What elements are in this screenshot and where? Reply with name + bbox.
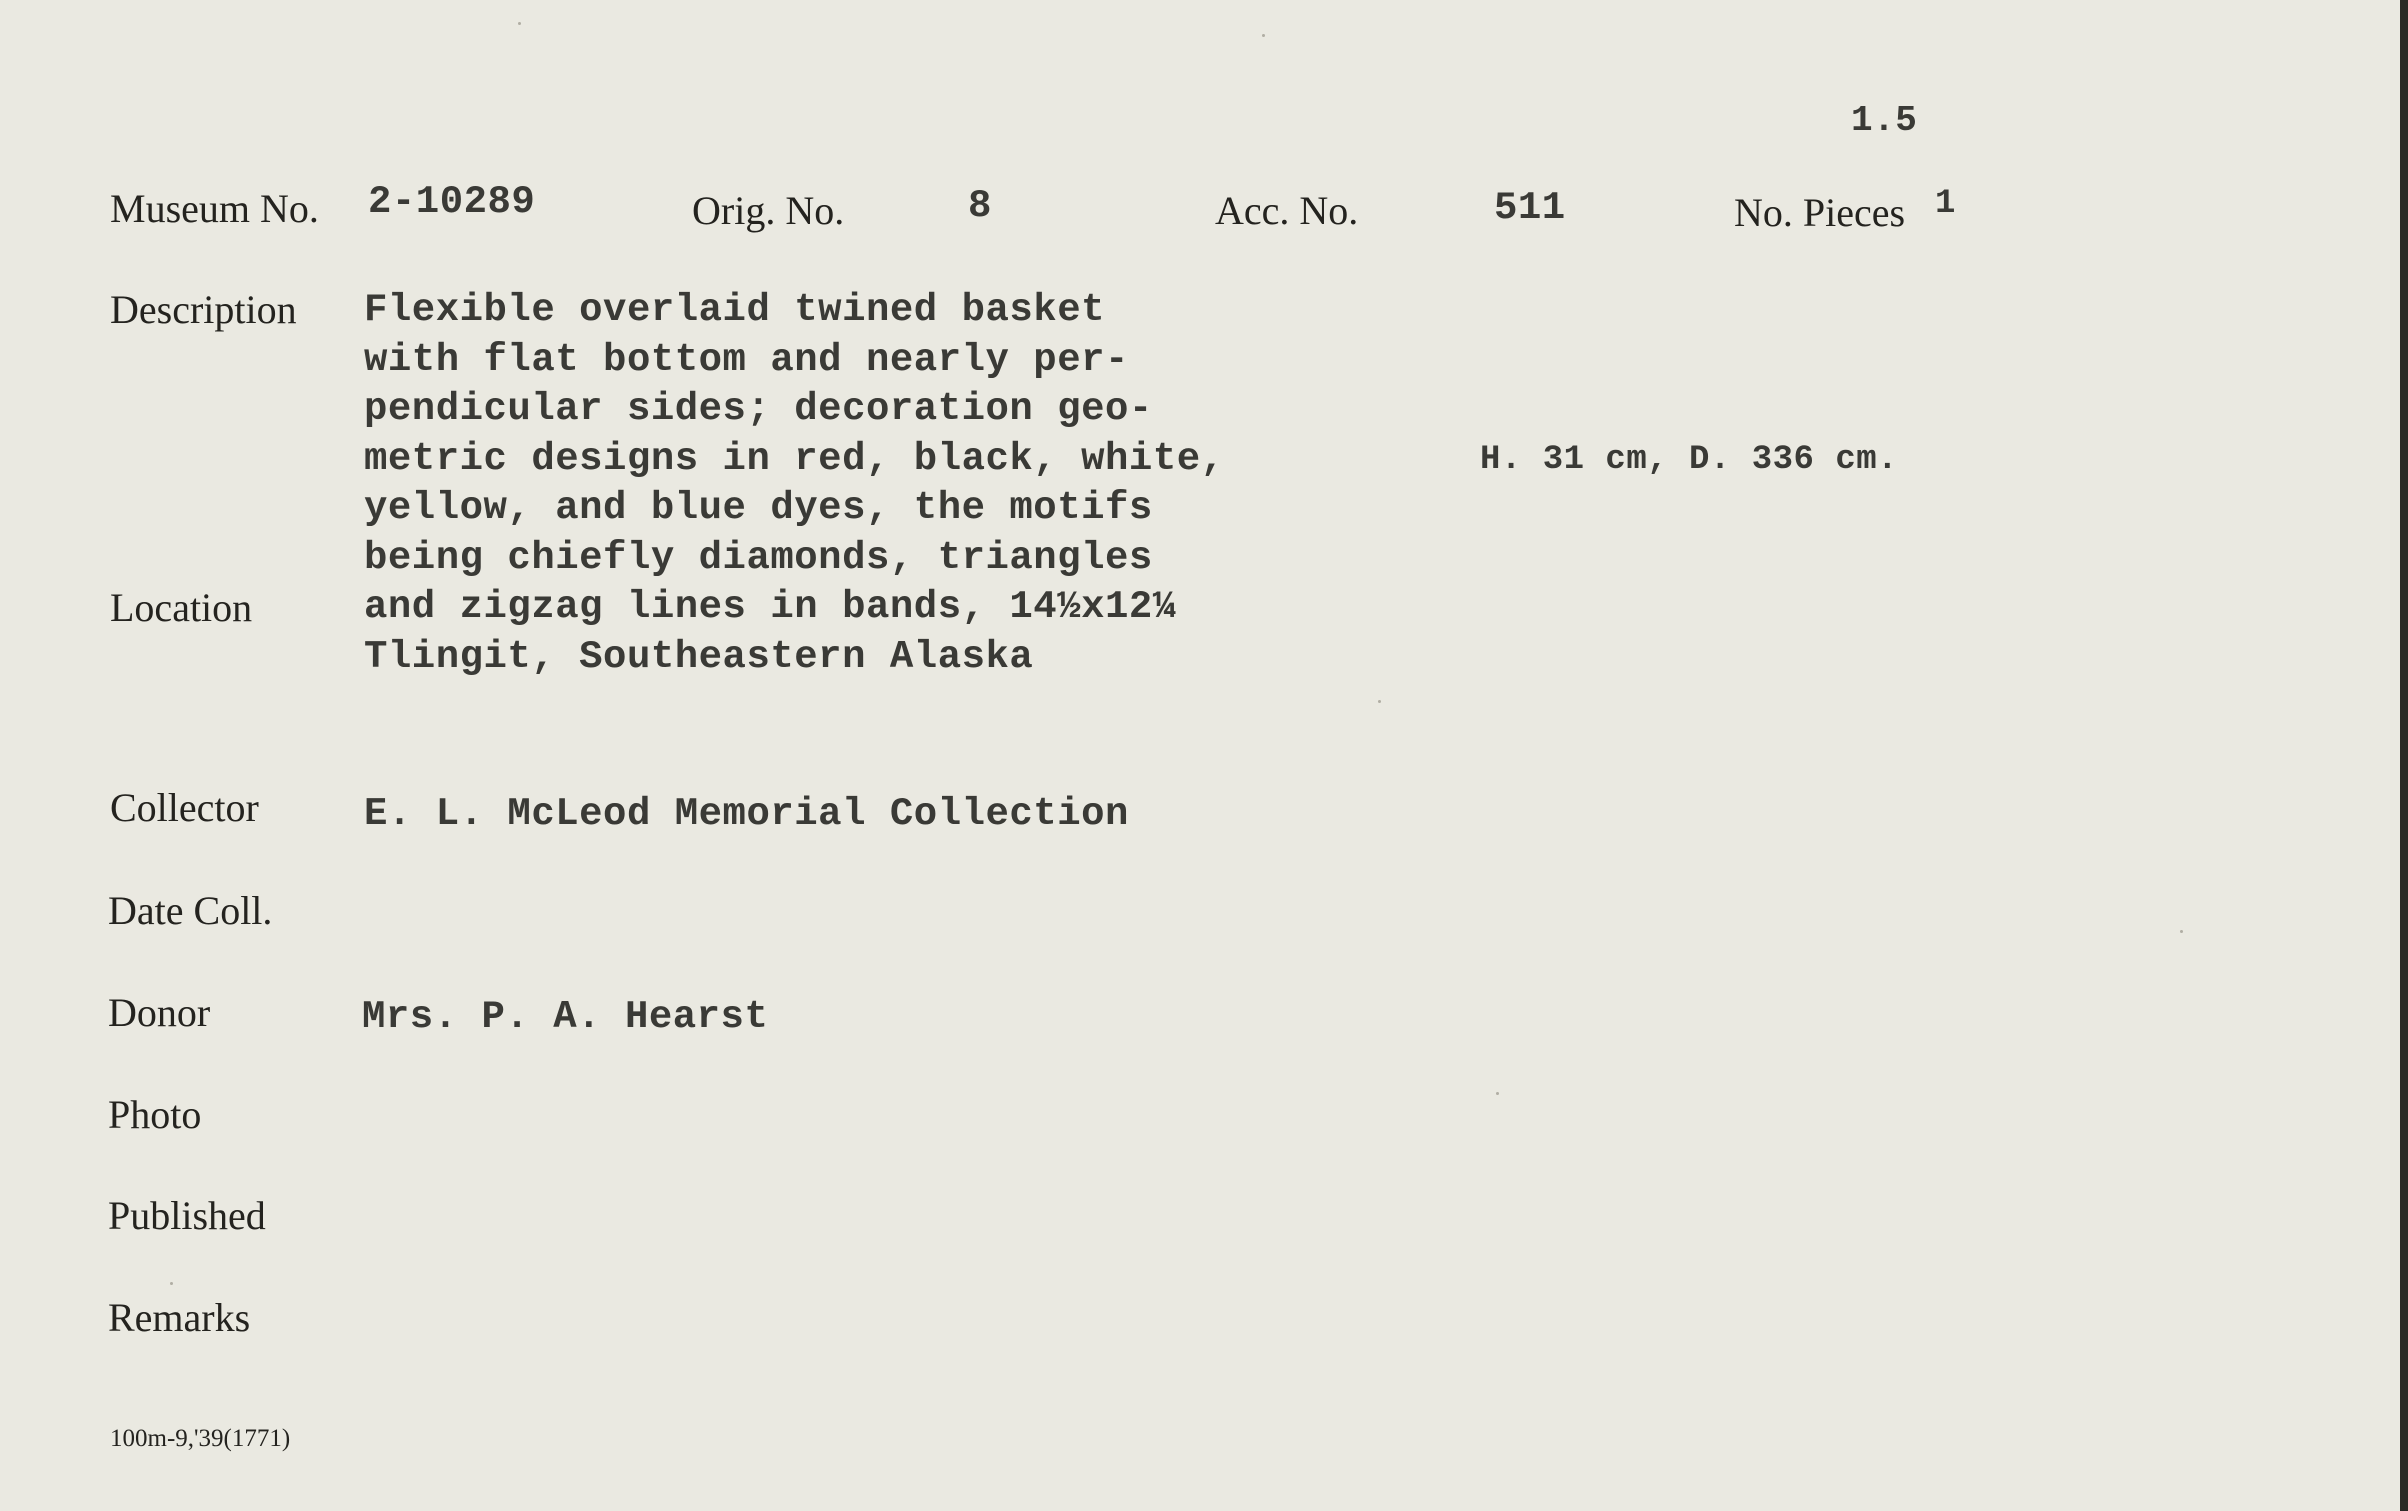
description-label: Description: [110, 287, 297, 332]
pieces-label: No. Pieces: [1734, 190, 1906, 235]
collector-label: Collector: [110, 785, 259, 830]
description-line: being chiefly diamonds, triangles: [364, 535, 1153, 580]
description-line: with flat bottom and nearly per-: [364, 337, 1129, 382]
pieces-value: 1: [1935, 185, 1956, 223]
museum-no-value: 2-10289: [368, 180, 536, 224]
description-line: Flexible overlaid twined basket: [364, 288, 1106, 332]
paper-speck: [170, 1282, 173, 1285]
acc-no-label: Acc. No.: [1215, 188, 1359, 233]
paper-speck: [2180, 930, 2183, 933]
description-text: [364, 286, 1225, 682]
acc-no-value: 511: [1494, 186, 1566, 230]
donor-value: Mrs. P. A. Hearst: [362, 995, 769, 1039]
photo-label: Photo: [108, 1092, 202, 1137]
description-line: yellow, and blue dyes, the motifs: [364, 486, 1153, 530]
date-coll-label: Date Coll.: [108, 888, 273, 933]
remarks-label: Remarks: [108, 1295, 251, 1340]
location-label: Location: [110, 585, 253, 630]
orig-no-value: 8: [968, 184, 992, 228]
collector-value: E. L. McLeod Memorial Collection: [364, 792, 1129, 836]
paper-speck: [518, 22, 521, 25]
description-line: metric designs in red, black, white,: [364, 436, 1225, 481]
corner-number: 1.5: [1851, 100, 1918, 141]
paper-speck: [1378, 700, 1381, 703]
orig-no-label: Orig. No.: [692, 188, 845, 233]
donor-label: Donor: [108, 990, 211, 1035]
paper-speck: [1496, 1092, 1499, 1095]
paper-speck: [1262, 34, 1265, 37]
measurements: H. 31 cm, D. 336 cm.: [1480, 441, 1899, 479]
description-line: and zigzag lines in bands, 14½x12¼: [364, 585, 1177, 629]
description-line: pendicular sides; decoration geo-: [364, 387, 1153, 431]
description-line: Tlingit, Southeastern Alaska: [364, 634, 1034, 679]
form-code: 100m-9,'39(1771): [110, 1425, 291, 1452]
published-label: Published: [108, 1193, 266, 1238]
museum-no-label: Museum No.: [110, 186, 319, 231]
